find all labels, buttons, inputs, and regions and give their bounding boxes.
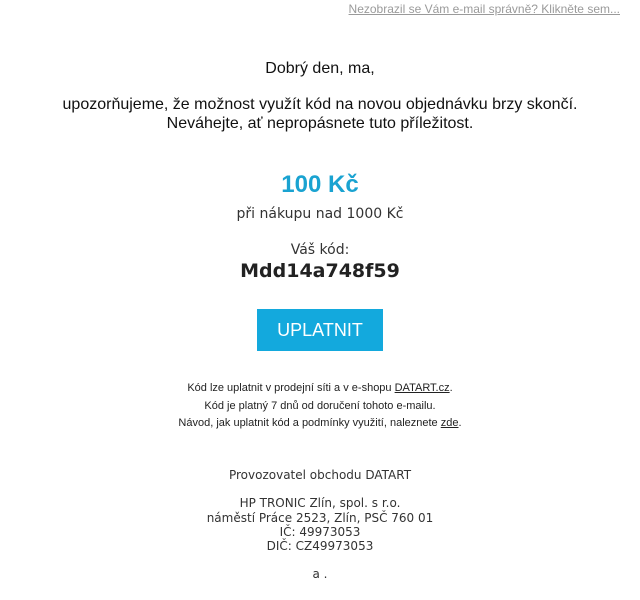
info-line-3	[0, 417, 640, 429]
voucher-code: Mdd14a748f59	[240, 260, 400, 282]
intro-line-2: Neváhejte, ať nepropásnete tuto příležitost.	[166, 115, 474, 132]
footer-ic: IČ: 49973053	[279, 525, 361, 539]
redeem-button[interactable]: UPLATNIT	[257, 309, 383, 351]
info-line-3-end: .	[458, 417, 462, 429]
intro-text	[0, 95, 640, 133]
greeting: Dobrý den, ma,	[265, 60, 375, 77]
footer-dic: DIČ: CZ49973053	[266, 539, 374, 553]
footer-address: náměstí Práce 2523, Zlín, PSČ 760 01	[206, 511, 434, 525]
footer-company: HP TRONIC Zlín, spol. s r.o.	[239, 496, 401, 510]
code-label: Váš kód:	[290, 242, 350, 258]
terms-link[interactable]: zde	[440, 417, 459, 429]
intro-line-1: upozorňujeme, že možnost využít kód na novou objednávku brzy skončí.	[62, 96, 578, 113]
info-line-1	[0, 382, 640, 394]
view-in-browser-link[interactable]: Nezobrazil se Vám e-mail správně? Klikněte sem...	[348, 2, 620, 16]
info-line-3-text: Návod, jak uplatnit kód a podmínky využití, naleznete	[178, 417, 441, 429]
top-bar	[0, 2, 620, 16]
discount-condition: při nákupu nad 1000 Kč	[236, 206, 404, 222]
footer-operator: Provozovatel obchodu DATART	[228, 468, 412, 482]
info-line-1-end: .	[449, 382, 453, 394]
footer-extra: a .	[312, 567, 328, 581]
datart-link[interactable]: DATART.cz	[394, 382, 450, 394]
info-line-1-text: Kód lze uplatnit v prodejní síti a v e-shopu	[187, 382, 395, 394]
info-line-2: Kód je platný 7 dnů od doručení tohoto e-mailu.	[204, 400, 436, 412]
discount-amount: 100 Kč	[281, 171, 359, 198]
